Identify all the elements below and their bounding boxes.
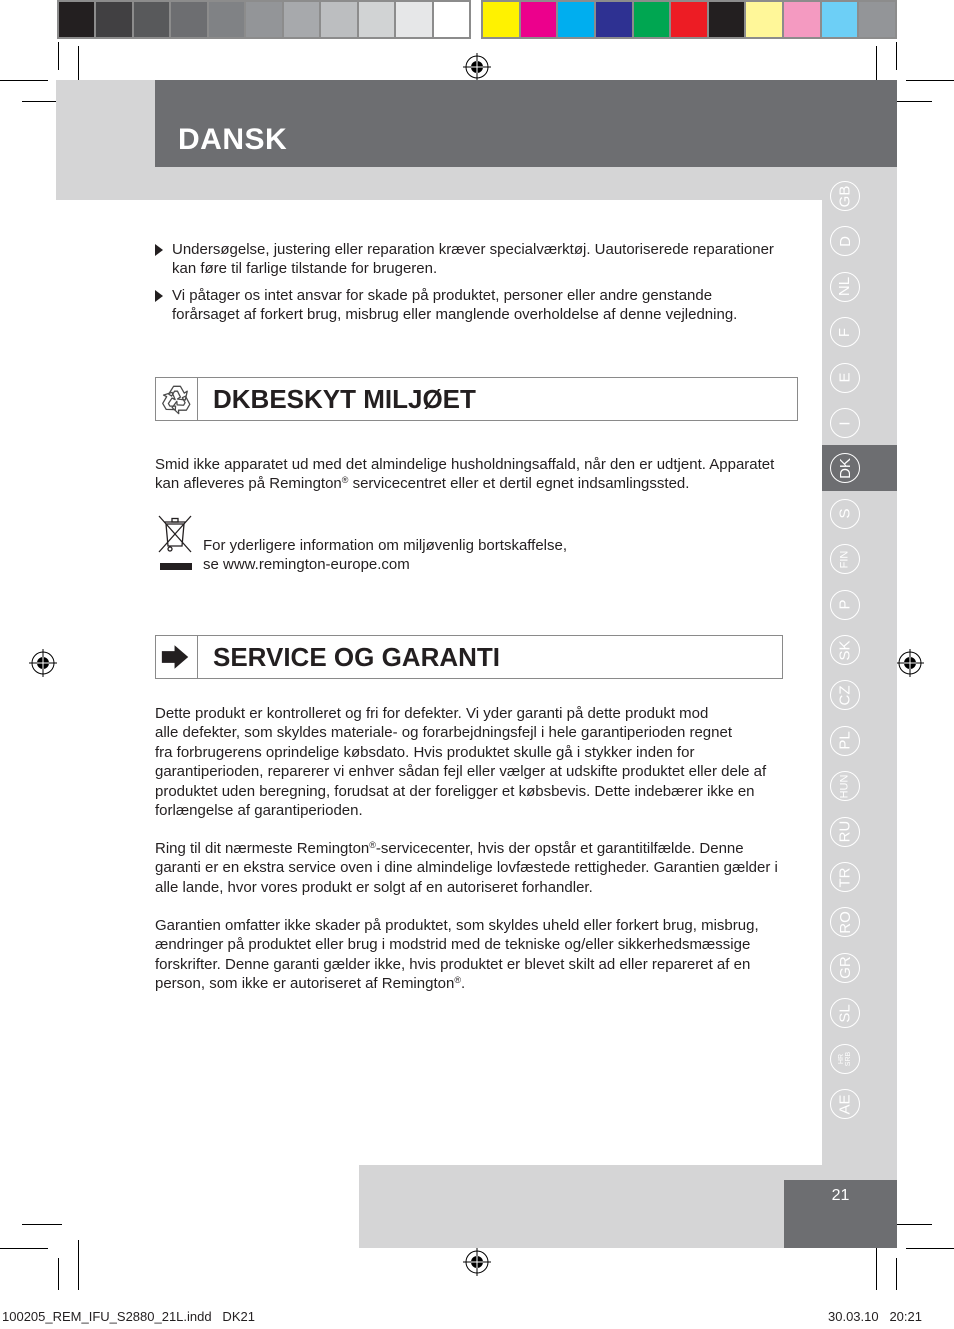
lang-tab-ru [830, 817, 860, 847]
text-line: forskrifter. Denne garanti gælder ikke, hvis produktet er blevet skilt ad eller repareret af en [155, 955, 751, 973]
section-title: SERVICE OG GARANTI [213, 642, 501, 672]
safety-bullet [172, 286, 737, 325]
lang-tab-text: SK [836, 639, 854, 661]
lang-tab-text: HUN [838, 774, 851, 799]
lang-tab-hr-srb [830, 1044, 860, 1074]
lang-tab-nl [830, 272, 860, 302]
crop-mark [906, 80, 954, 81]
lang-tab-text: S [836, 508, 854, 519]
text-line: alle lande, hvor vores produkt er solgt af en autoriseret forhandler. [155, 878, 593, 896]
crop-mark [78, 1240, 79, 1290]
footer-timestamp: 30.03.10 20:21 [828, 1309, 922, 1324]
color-swatch [859, 2, 895, 37]
lang-tab-text: P [836, 599, 854, 610]
gray-swatch [134, 2, 169, 37]
lang-tab-label [837, 732, 852, 750]
service-paragraph [155, 704, 766, 820]
gray-swatch [96, 2, 131, 37]
service-paragraph [155, 916, 759, 994]
lang-tab-text: RO [836, 911, 854, 934]
lang-tab-label [838, 867, 853, 887]
crop-mark [896, 42, 897, 70]
footer-file-name: 100205_REM_IFU_S2880_21L.indd DK21 [2, 1309, 255, 1324]
text-line: fra forbrugerens oprindelige købsdato. Hvis produktet skulle gå i stykker inden for [155, 743, 695, 761]
lang-tab-fin [830, 544, 860, 574]
lang-tab-label [837, 509, 852, 519]
lang-tab-text: D [836, 235, 854, 247]
lang-tab-label [838, 957, 853, 980]
lang-tab-i [830, 408, 860, 438]
crop-mark [892, 101, 932, 102]
color-swatch [784, 2, 820, 37]
color-swatch [483, 2, 519, 37]
lang-tab-label [838, 236, 853, 247]
crop-mark [22, 1224, 62, 1225]
gray-swatch [171, 2, 206, 37]
lang-tab-text: NL [836, 277, 854, 297]
lang-tab-label [840, 774, 851, 798]
text-line: forlængelse af garantiperioden. [155, 801, 363, 819]
lang-tab-text: CZ [836, 685, 854, 706]
crop-mark [0, 80, 48, 81]
lang-tab-label [838, 458, 853, 479]
lang-tab-text: SRB [845, 1051, 852, 1066]
crossed-bin-icon [155, 512, 195, 555]
gray-swatch [321, 2, 356, 37]
lang-tab-label [837, 1094, 852, 1114]
lang-tab-label [837, 373, 852, 383]
lang-tab-ae [830, 1089, 860, 1119]
lang-tab-text: FIN [838, 550, 851, 569]
lang-tab-text: F [836, 327, 854, 337]
grayscale-color-bar [57, 0, 471, 39]
text-line: garantiperioden, reparerer vi enhver sådan fejl eller vælger at udskifte produktet eller dele af [155, 763, 767, 781]
lang-tab-text: E [836, 372, 854, 383]
crop-mark [906, 1248, 954, 1249]
lang-tab-gr [830, 953, 860, 983]
lang-tab-text: SL [836, 1004, 854, 1023]
lang-tab-label [838, 1051, 852, 1065]
lang-tab-sk [830, 635, 860, 665]
registration-mark [896, 649, 924, 677]
crop-mark [58, 42, 59, 70]
triangle-bullet-icon [155, 290, 163, 302]
color-swatch [521, 2, 557, 37]
color-swatch [558, 2, 594, 37]
crop-mark [892, 1224, 932, 1225]
lang-tab-label [838, 185, 853, 207]
service-paragraph [155, 839, 778, 897]
text-line: kan føre til farlige tilstande for brugeren. [172, 260, 438, 278]
text-line: se www.remington-europe.com [203, 556, 410, 574]
lang-tab-s [830, 499, 860, 529]
page-number: 21 [831, 1187, 850, 1204]
lang-tab-pl [830, 726, 860, 756]
lang-tab-e [830, 363, 860, 393]
color-swatch [822, 2, 858, 37]
text-line: garanti er en ekstra service oven i dine almindelige lovfæstede rettigheder. Garantien gælder i [155, 859, 778, 877]
registration-mark [463, 53, 491, 81]
lang-tab-label [839, 550, 850, 568]
gray-swatch [284, 2, 319, 37]
section-heading-service [155, 635, 783, 679]
lang-tab-text: GR [836, 956, 854, 980]
section-heading-environment [155, 377, 798, 421]
gray-swatch [396, 2, 431, 37]
crop-mark [58, 1258, 59, 1290]
lang-tab-f [830, 317, 860, 347]
text-line: Undersøgelse, justering eller reparation kræver specialværktøj. Uautoriserede reparationer [172, 241, 774, 258]
lang-tab-text: RU [836, 820, 854, 843]
lang-tab-label [837, 1004, 852, 1022]
lang-tab-hun [830, 771, 860, 801]
text-line: ændringer på produktet eller brug i modstrid med de tekniske og/eller sikkerhedsmæssige [155, 936, 751, 954]
lang-tab-label [837, 640, 852, 660]
lang-tab-gb [830, 181, 860, 211]
disposal-note [203, 536, 567, 575]
lang-tab-text: HR [838, 1053, 845, 1064]
lang-tab-p [830, 590, 860, 620]
lang-tab-label [837, 821, 852, 843]
color-swatch [709, 2, 745, 37]
lang-tab-label [837, 600, 852, 610]
lang-tab-label [837, 421, 852, 425]
text-line: alle defekter, som skyldes materiale- og forarbejdningsfejl i hele garantiperioden regnet [155, 724, 732, 742]
environment-paragraph [155, 455, 774, 494]
color-swatch [671, 2, 707, 37]
lang-tab-text: AE [836, 1093, 854, 1115]
text-line: produktet uden beregning, forudsat at der foreligger et købsbevis. Dette indebærer ikke en [155, 782, 755, 800]
text-line: Smid ikke apparatet ud med det almindelige husholdningsaffald, når den er udtjent. Apparatet [155, 456, 775, 473]
recycle-icon [156, 378, 198, 420]
page-title: DANSK [178, 123, 288, 156]
gray-swatch [246, 2, 281, 37]
gray-swatch [59, 2, 94, 37]
color-swatch [596, 2, 632, 37]
gray-swatch [359, 2, 394, 37]
section-title: DKBESKYT MILJØET [213, 384, 476, 414]
lang-tab-label [837, 328, 852, 337]
gray-swatch [209, 2, 244, 37]
registration-mark [29, 649, 57, 677]
lang-tab-label [838, 685, 853, 705]
lang-tab-tr [830, 862, 860, 892]
text-line: Dette produkt er kontrolleret og fri for defekter. Vi yder garanti på dette produkt mod [155, 705, 709, 722]
lang-tab-text: I [836, 420, 854, 426]
gray-swatch [434, 2, 469, 37]
lang-tab-label [838, 277, 853, 296]
lang-tab-label [838, 911, 853, 934]
arrow-right-icon [156, 636, 198, 678]
triangle-bullet-icon [155, 244, 163, 256]
crop-mark [0, 1248, 48, 1249]
lang-tab-text: PL [836, 731, 854, 750]
color-swatch [746, 2, 782, 37]
lang-tab-text: GB [836, 185, 854, 207]
bin-underline-bar [160, 563, 192, 570]
text-line: forårsaget af forkert brug, misbrug eller manglende overholdelse af denne vejledning. [172, 306, 738, 324]
text-line: Ring til dit nærmeste Remington®-servicecenter, hvis der opstår et garantitilfælde. Denne [155, 840, 744, 857]
lang-tab-text: DK [836, 457, 854, 479]
text-line: person, som ikke er autoriseret af Remington®. [155, 975, 466, 993]
color-swatch [634, 2, 670, 37]
text-line: kan afleveres på Remington® servicecentret eller et dertil egnet indsamlingssted. [155, 475, 690, 493]
process-color-bar [481, 0, 897, 39]
lang-tab-text: TR [836, 867, 854, 887]
registration-mark [463, 1248, 491, 1276]
text-line: Garantien omfatter ikke skader på produktet, som skyldes uheld eller forkert brug, misbrug, [155, 917, 759, 934]
lang-tab-sl [830, 998, 860, 1028]
text-line: Vi påtager os intet ansvar for skade på produktet, personer eller andre genstande [172, 287, 713, 304]
crop-mark [896, 1258, 897, 1290]
safety-bullet [172, 240, 774, 279]
text-line: For yderligere information om miljøvenlig bortskaffelse, [203, 537, 568, 554]
